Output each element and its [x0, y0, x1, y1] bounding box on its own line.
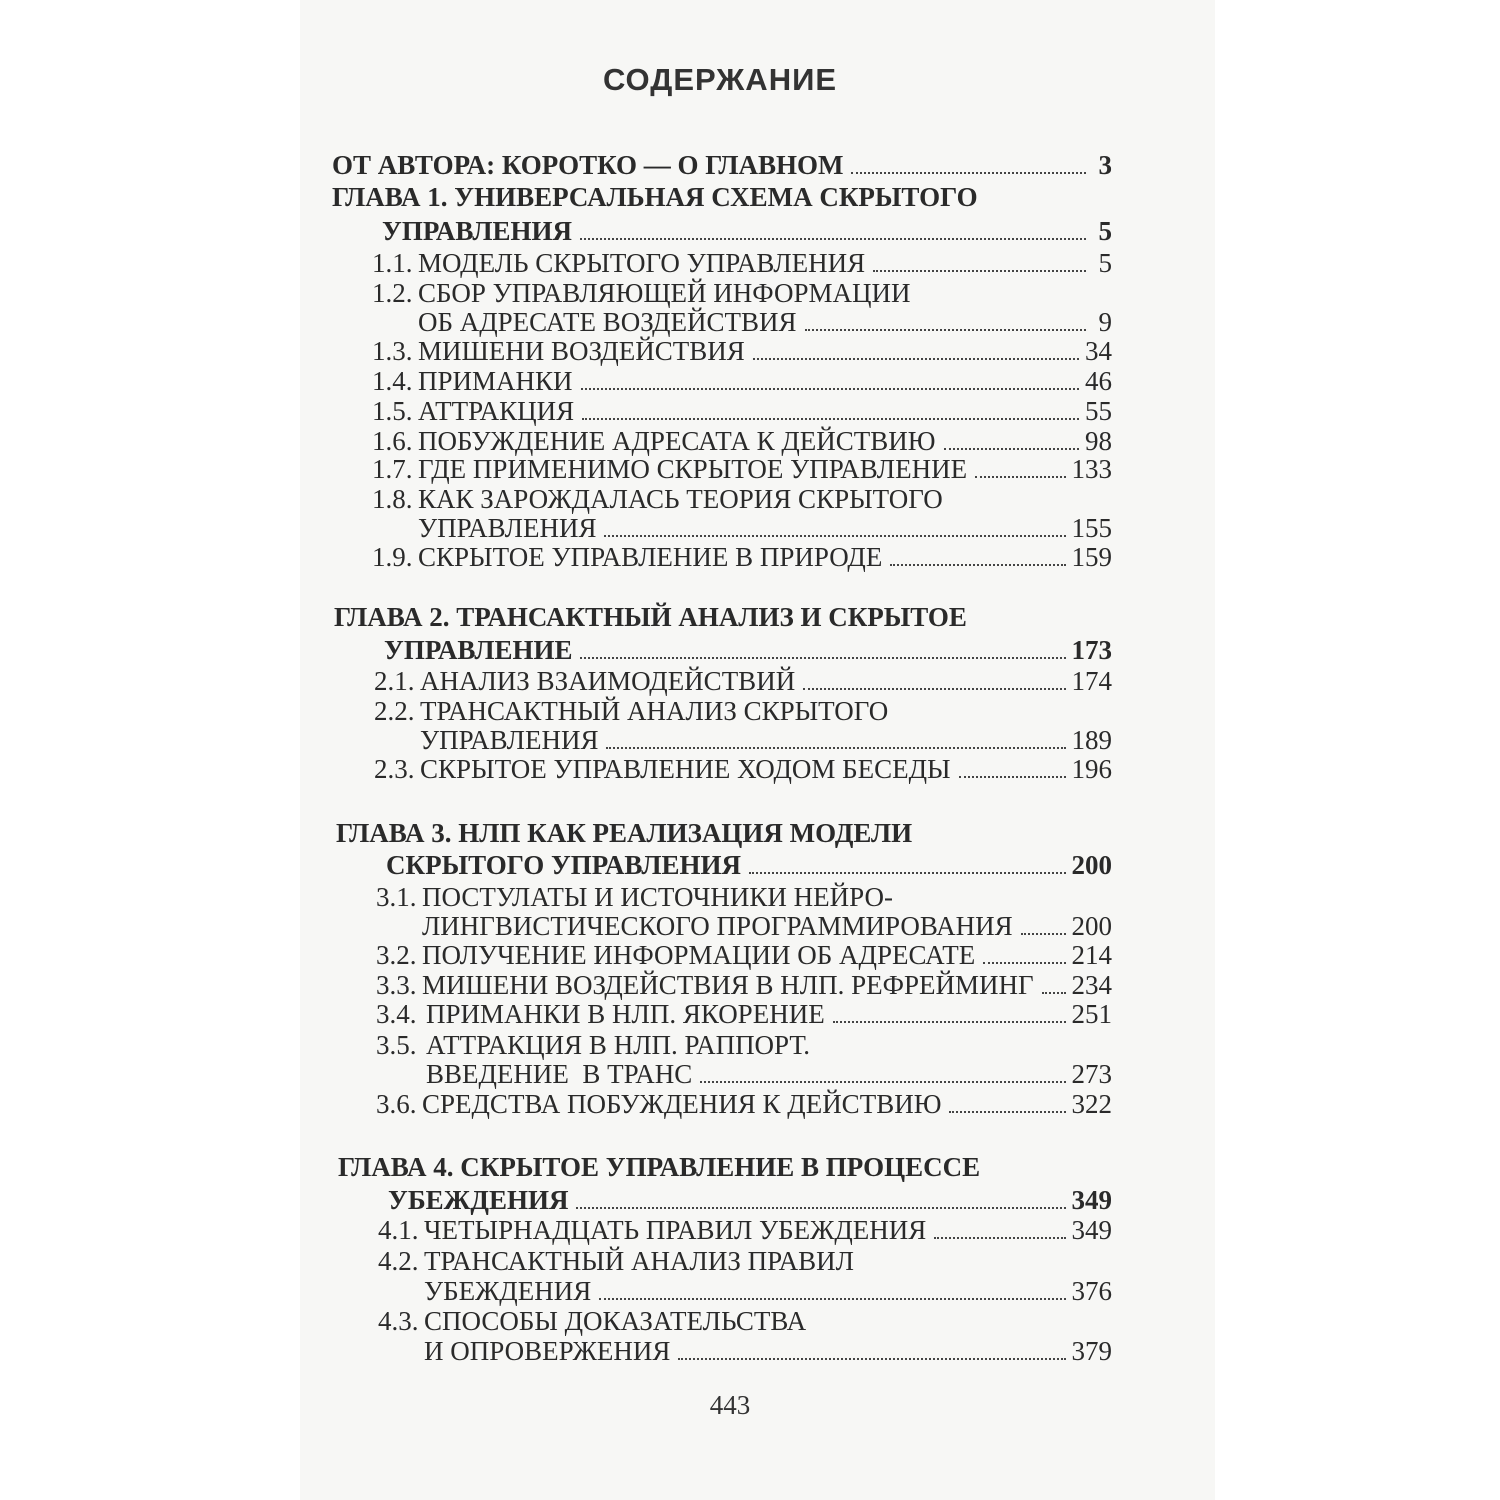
toc-entry: [420, 725, 1112, 755]
toc-entry-title: ГДЕ ПРИМЕНИМО СКРЫТОЕ УПРАВЛЕНИЕ: [418, 454, 968, 484]
toc-entry-title: УПРАВЛЕНИЯ: [418, 513, 597, 543]
toc-entry-title: МИШЕНИ ВОЗДЕЙСТВИЯ: [418, 336, 745, 366]
toc-entry-title: МОДЕЛЬ СКРЫТОГО УПРАВЛЕНИЯ: [418, 248, 866, 278]
toc-entry-page: 349: [1071, 1215, 1112, 1245]
toc-entry-page: 379: [1071, 1336, 1112, 1366]
dot-leader: [1042, 992, 1066, 994]
toc-entry-title: СРЕДСТВА ПОБУЖДЕНИЯ К ДЕЙСТВИЮ: [422, 1089, 942, 1119]
toc-entry: [376, 1030, 1112, 1060]
toc-entry: [334, 602, 1112, 632]
dot-leader: [581, 388, 1079, 390]
toc-entry: [418, 307, 1112, 337]
toc-entry-number: 1.9.: [372, 542, 413, 572]
dot-leader: [975, 476, 1065, 478]
toc-entry-number: 3.2.: [376, 940, 417, 970]
toc-entry-title: ВВЕДЕНИЕ В ТРАНС: [426, 1059, 693, 1089]
toc-entry-title: АТТРАКЦИЯ: [418, 396, 575, 426]
dot-leader: [606, 747, 1065, 749]
dot-leader: [678, 1358, 1065, 1360]
toc-entry-title: МИШЕНИ ВОЗДЕЙСТВИЯ В НЛП. РЕФРЕЙМИНГ: [422, 970, 1034, 1000]
toc-entry-page: 98: [1085, 426, 1112, 456]
page-title: СОДЕРЖАНИЕ: [602, 62, 838, 97]
toc-entry-page: 5: [1098, 248, 1112, 278]
toc-entry: [422, 911, 1112, 941]
toc-entry-number: 1.8.: [372, 484, 413, 514]
toc-entry-title: ТРАНСАКТНЫЙ АНАЛИЗ ПРАВИЛ: [424, 1246, 854, 1276]
toc-entry: [374, 696, 1112, 726]
toc-entry: [386, 850, 1112, 880]
toc-entry-title: СКРЫТОЕ УПРАВЛЕНИЕ В ПРИРОДЕ: [418, 542, 883, 572]
toc-entry: [378, 1246, 1112, 1276]
toc-entry-title: ОБ АДРЕСАТЕ ВОЗДЕЙСТВИЯ: [418, 307, 797, 337]
toc-entry-page: 189: [1071, 725, 1112, 755]
toc-entry: [374, 666, 1112, 696]
toc-entry-page: 200: [1071, 911, 1112, 941]
dot-leader: [576, 1207, 1065, 1209]
toc-entry-page: 322: [1071, 1089, 1112, 1119]
toc-entry-number: 1.3.: [372, 336, 413, 366]
dot-leader: [851, 172, 1086, 174]
toc-entry-title: СПОСОБЫ ДОКАЗАТЕЛЬСТВА: [424, 1306, 807, 1336]
toc-entry-title: ПОСТУЛАТЫ И ИСТОЧНИКИ НЕЙРО-: [422, 882, 893, 912]
toc-entry-number: 1.6.: [372, 426, 413, 456]
toc-entry-title: СКРЫТОГО УПРАВЛЕНИЯ: [386, 850, 741, 880]
toc-entry-title: ОТ АВТОРА: КОРОТКО — О ГЛАВНОМ: [332, 150, 844, 180]
toc-entry-number: 1.1.: [372, 248, 413, 278]
dot-leader: [805, 329, 1086, 331]
toc-entry: [374, 754, 1112, 784]
toc-entry: [388, 1185, 1112, 1215]
dot-leader: [700, 1081, 1065, 1083]
toc-entry-number: 1.7.: [372, 454, 413, 484]
toc-entry: [424, 1276, 1112, 1306]
toc-entry: [338, 1152, 1112, 1182]
toc-entry: [378, 1306, 1112, 1336]
toc-entry: [382, 216, 1112, 246]
toc-entry: [376, 882, 1112, 912]
toc-entry-title: ТРАНСАКТНЫЙ АНАЛИЗ СКРЫТОГО: [420, 696, 889, 726]
toc-entry-title: ГЛАВА 4. СКРЫТОЕ УПРАВЛЕНИЕ В ПРОЦЕССЕ: [338, 1152, 981, 1182]
toc-entry-number: 3.3.: [376, 970, 417, 1000]
dot-leader: [983, 962, 1065, 964]
toc-entry: [424, 1336, 1112, 1366]
toc-entry-title: КАК ЗАРОЖДАЛАСЬ ТЕОРИЯ СКРЫТОГО: [418, 484, 943, 514]
dot-leader: [599, 1298, 1065, 1300]
dot-leader: [949, 1111, 1065, 1113]
toc-entry-page: 376: [1071, 1276, 1112, 1306]
toc-entry-page: 159: [1071, 542, 1112, 572]
toc-entry-title: ПОБУЖДЕНИЕ АДРЕСАТА К ДЕЙСТВИЮ: [418, 426, 936, 456]
toc-entry-number: 1.5.: [372, 396, 413, 426]
toc-entry-title: ПРИМАНКИ В НЛП. ЯКОРЕНИЕ: [426, 999, 825, 1029]
toc-entry: [332, 182, 1112, 212]
dot-leader: [604, 535, 1065, 537]
dot-leader: [934, 1237, 1065, 1239]
toc-entry: [384, 635, 1112, 665]
toc-entry: [376, 1089, 1112, 1119]
dot-leader: [1021, 933, 1066, 935]
toc-entry-number: 3.5.: [376, 1030, 417, 1060]
toc-entry-page: 34: [1085, 336, 1112, 366]
toc-entry-page: 46: [1085, 366, 1112, 396]
dot-leader: [944, 448, 1079, 450]
toc-entry-page: 200: [1071, 850, 1112, 880]
toc-entry-title: И ОПРОВЕРЖЕНИЯ: [424, 1336, 671, 1366]
toc-entry: [372, 484, 1112, 514]
dot-leader: [959, 776, 1066, 778]
toc-entry-number: 4.1.: [378, 1215, 419, 1245]
toc-entry: [426, 1059, 1112, 1089]
toc-entry-title: АНАЛИЗ ВЗАИМОДЕЙСТВИЙ: [420, 666, 796, 696]
toc-entry-page: 273: [1071, 1059, 1112, 1089]
toc-entry-title: УПРАВЛЕНИЕ: [384, 635, 573, 665]
toc-entry-page: 214: [1071, 940, 1112, 970]
toc-entry-title: ПРИМАНКИ: [418, 366, 573, 396]
dot-leader: [580, 657, 1065, 659]
toc-entry-title: СБОР УПРАВЛЯЮЩЕЙ ИНФОРМАЦИИ: [418, 278, 911, 308]
toc-entry: [378, 1215, 1112, 1245]
toc-entry-number: 3.6.: [376, 1089, 417, 1119]
toc-entry-title: ГЛАВА 3. НЛП КАК РЕАЛИЗАЦИЯ МОДЕЛИ: [336, 818, 913, 848]
toc-entry: [372, 336, 1112, 366]
toc-entry-title: УБЕЖДЕНИЯ: [388, 1185, 569, 1215]
toc-entry-page: 196: [1071, 754, 1112, 784]
toc-entry-title: ЛИНГВИСТИЧЕСКОГО ПРОГРАММИРОВАНИЯ: [422, 911, 1013, 941]
toc-entry-page: 155: [1071, 513, 1112, 543]
toc-entry-page: 3: [1098, 150, 1112, 180]
toc-entry-title: ГЛАВА 2. ТРАНСАКТНЫЙ АНАЛИЗ И СКРЫТОЕ: [334, 602, 967, 632]
toc-entry: [372, 542, 1112, 572]
dot-leader: [833, 1021, 1066, 1023]
toc-entry-page: 349: [1071, 1185, 1112, 1215]
dot-leader: [873, 270, 1086, 272]
dot-leader: [753, 358, 1079, 360]
toc-entry-number: 2.3.: [374, 754, 415, 784]
toc-entry-title: ЧЕТЫРНАДЦАТЬ ПРАВИЛ УБЕЖДЕНИЯ: [424, 1215, 927, 1245]
toc-entry: [376, 970, 1112, 1000]
toc-entry: [372, 426, 1112, 456]
toc-entry-number: 3.1.: [376, 882, 417, 912]
toc-entry: [372, 454, 1112, 484]
toc-entry: [372, 278, 1112, 308]
toc-entry-page: 9: [1098, 307, 1112, 337]
toc-entry-title: УПРАВЛЕНИЯ: [382, 216, 572, 246]
toc-entry: [332, 150, 1112, 180]
toc-entry: [372, 366, 1112, 396]
dot-leader: [580, 238, 1086, 240]
toc-entry: [372, 248, 1112, 278]
toc-entry: [372, 396, 1112, 426]
toc-entry-page: 5: [1098, 216, 1112, 246]
toc-entry-number: 2.1.: [374, 666, 415, 696]
toc-entry-page: 251: [1071, 999, 1112, 1029]
dot-leader: [582, 418, 1079, 420]
page-number: 443: [709, 1390, 751, 1420]
dot-leader: [890, 564, 1065, 566]
toc-entry-title: СКРЫТОЕ УПРАВЛЕНИЕ ХОДОМ БЕСЕДЫ: [420, 754, 951, 784]
toc-entry-number: 4.2.: [378, 1246, 419, 1276]
toc-entry: [376, 940, 1112, 970]
toc-entry-page: 234: [1071, 970, 1112, 1000]
dot-leader: [749, 872, 1066, 874]
toc-entry-title: ПОЛУЧЕНИЕ ИНФОРМАЦИИ ОБ АДРЕСАТЕ: [422, 940, 976, 970]
toc-entry-page: 133: [1071, 454, 1112, 484]
toc-entry: [418, 513, 1112, 543]
toc-entry-title: ГЛАВА 1. УНИВЕРСАЛЬНАЯ СХЕМА СКРЫТОГО: [332, 182, 978, 212]
dot-leader: [803, 688, 1065, 690]
toc-entry-title: УПРАВЛЕНИЯ: [420, 725, 599, 755]
toc-entry-number: 2.2.: [374, 696, 415, 726]
toc-entry-title: УБЕЖДЕНИЯ: [424, 1276, 592, 1306]
toc-entry-number: 3.4.: [376, 999, 417, 1029]
toc-entry-page: 173: [1071, 635, 1112, 665]
toc-entry-number: 4.3.: [378, 1306, 419, 1336]
toc-entry-number: 1.2.: [372, 278, 413, 308]
toc-entry-page: 174: [1071, 666, 1112, 696]
toc-entry: [376, 999, 1112, 1029]
toc-entry-title: АТТРАКЦИЯ В НЛП. РАППОРТ.: [426, 1030, 810, 1060]
toc-entry: [336, 818, 1112, 848]
toc-entry-page: 55: [1085, 396, 1112, 426]
toc-entry-number: 1.4.: [372, 366, 413, 396]
